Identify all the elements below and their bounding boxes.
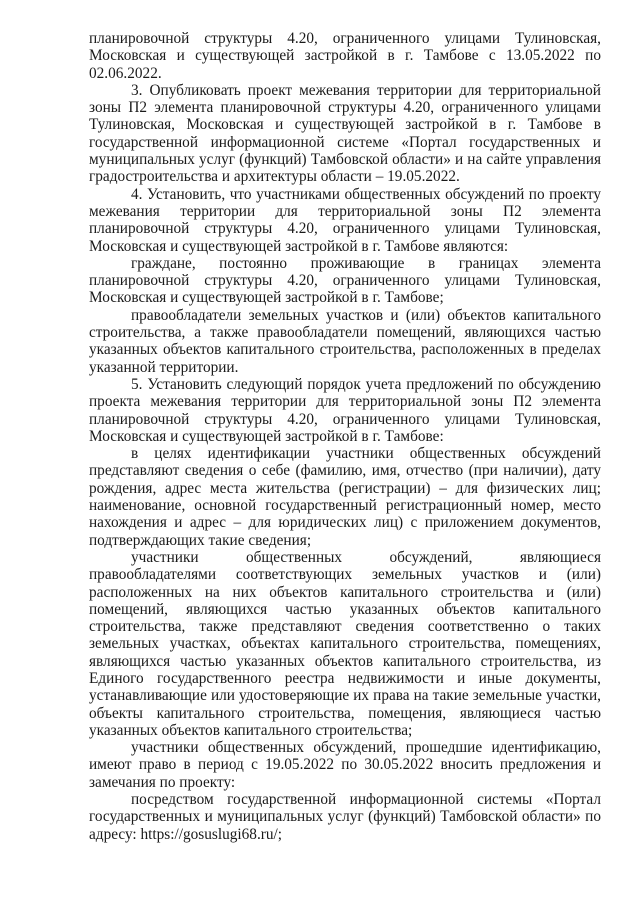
paragraph-item-4: 4. Установить, что участниками общественных обсуждений по проекту межевания территории для территориальной зоны П2 элемента планировочной структуры 4.20, ограниченного улицами Тулиновская, Московская и существующей застройкой в г. Тамбове являются:: [89, 185, 601, 255]
paragraph-submission-period: участники общественных обсуждений, прошедшие идентификацию, имеют право в период с 19.05.2022 по 30.05.2022 вносить предложения и замечания по проекту:: [89, 739, 601, 791]
paragraph-identification: в целях идентификации участники общественных обсуждений представляют сведения о себе (фамилию, имя, отчество (при наличии), дату рождения, адрес места жительства (регистрации) – для физических лиц; наименование, основной государственный регистрационный номер, место нахождения и адрес – для юридических лиц) с приложением документов, подтверждающих такие сведения;: [89, 445, 601, 549]
paragraph-rightholders-info: участники общественных обсуждений, являющиеся правообладателями соответствующих земельных участков и (или) расположенных на них объектов капитального строительства и (или) помещений, являющихся частью указанных объектов капитального строительства, также представляют сведения соответственно о таких земельных участках, объектах капитального строительства, помещениях, являющихся частью указанных объектов капитального строительства, из Единого государственного реестра недвижимости и иные документы, устанавливающие или удостоверяющие их права на такие земельные участки, объекты капитального строительства, помещения, являющиеся частью указанных объектов капитального строительства;: [89, 548, 601, 739]
paragraph-continuation: планировочной структуры 4.20, ограниченного улицами Тулиновская, Московская и существующей застройкой в г. Тамбове с 13.05.2022 по 02.06.2022.: [89, 30, 601, 82]
paragraph-portal-address: посредством государственной информационной системы «Портал государственных и муниципальных услуг (функций) Тамбовской области» по адресу: https://gosuslugi68.ru/;: [89, 791, 601, 843]
paragraph-participants-rightholders: правообладатели земельных участков и (или) объектов капитального строительства, а также правообладатели помещений, являющихся частью указанных объектов капитального строительства, расположенных в пределах указанной территории.: [89, 306, 601, 376]
paragraph-participants-citizens: граждане, постоянно проживающие в границах элемента планировочной структуры 4.20, ограниченного улицами Тулиновская, Московская и существующей застройкой в г. Тамбове;: [89, 254, 601, 307]
document-body: [89, 30, 601, 843]
paragraph-item-5: 5. Установить следующий порядок учета предложений по обсуждению проекта межевания территории для территориальной зоны П2 элемента планировочной структуры 4.20, ограниченного улицами Тулиновская, Московская и существующей застройкой в г. Тамбове:: [89, 375, 601, 445]
paragraph-item-3: 3. Опубликовать проект межевания территории для территориальной зоны П2 элемента планировочной структуры 4.20, ограниченного улицами Тулиновская, Московская и существующей застройкой в г. Тамбове в государственной информационной системе «Портал государственных и муниципальных услуг (функций) Тамбовской области» и на сайте управления градостроительства и архитектуры области – 19.05.2022.: [89, 81, 601, 186]
